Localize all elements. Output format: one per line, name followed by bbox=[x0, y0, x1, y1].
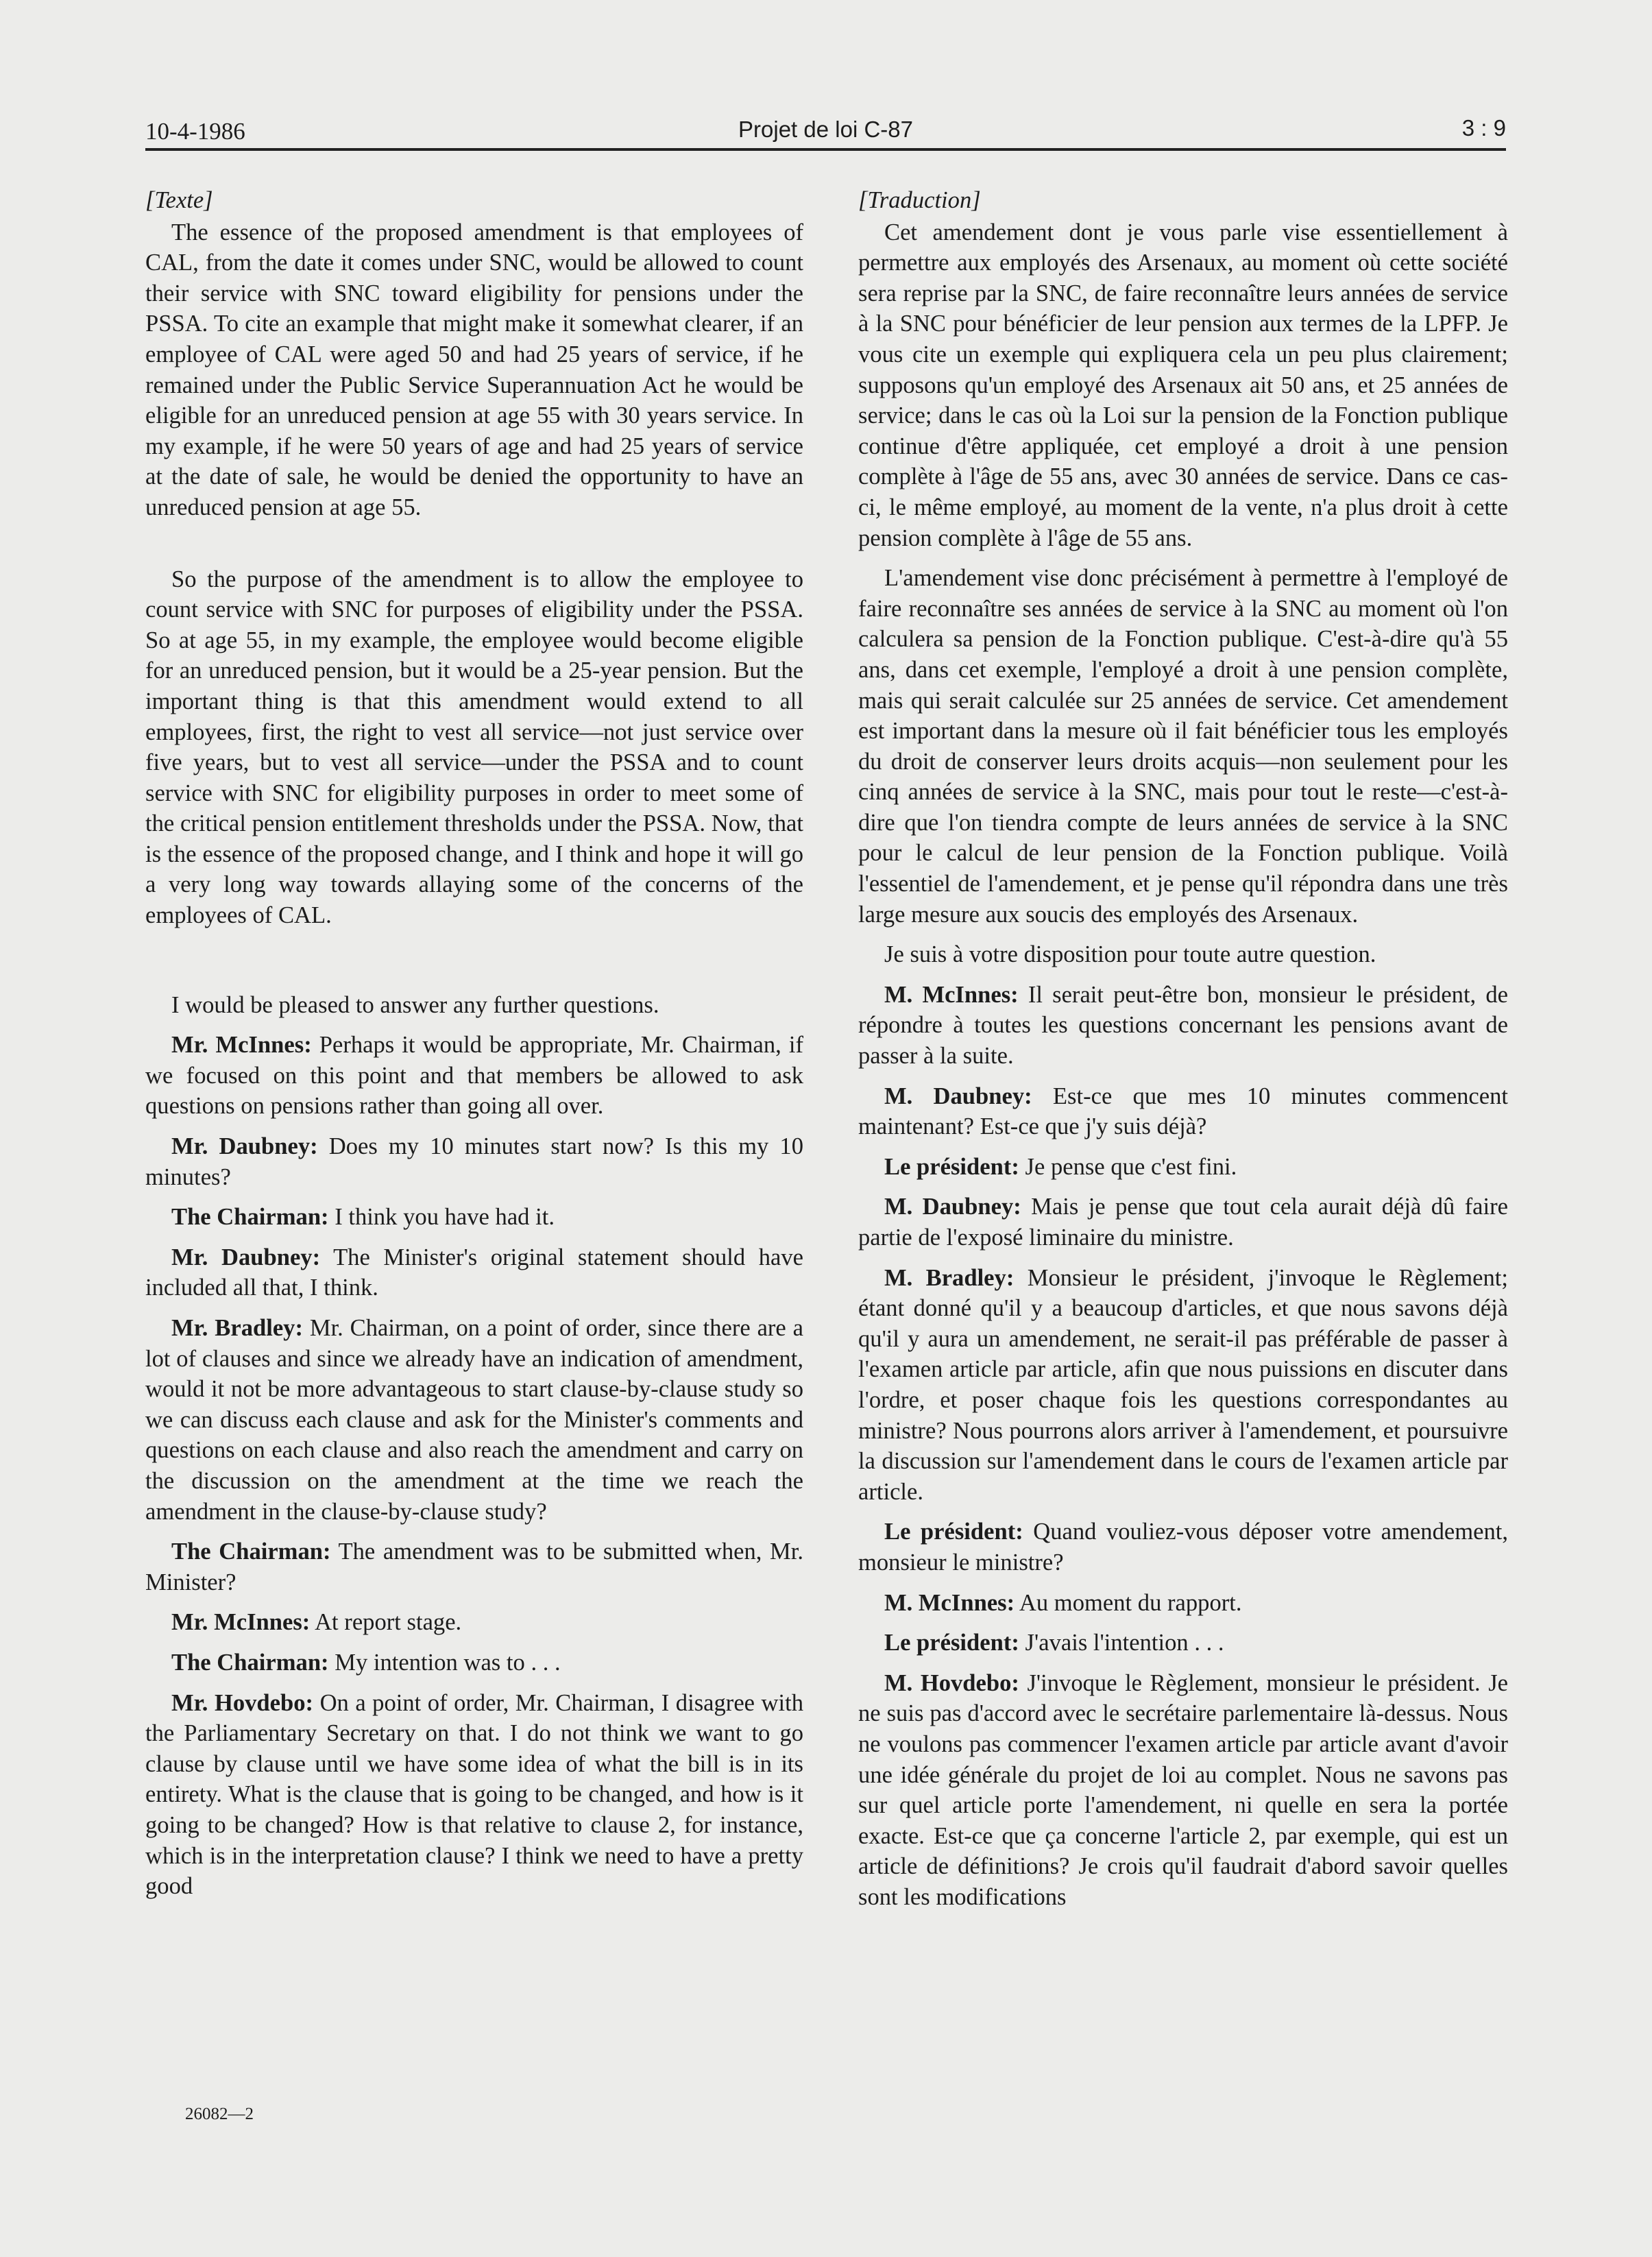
speech-text: I think you have had it. bbox=[335, 1204, 555, 1231]
paragraph: Je suis à votre disposition pour toute autre question. bbox=[884, 941, 1376, 968]
speech bbox=[145, 1202, 803, 1233]
english-column bbox=[145, 185, 803, 1902]
speech-text: Au moment du rapport. bbox=[1019, 1589, 1242, 1616]
speech-text: J'invoque le Règlement, monsieur le président. Je ne suis pas d'accord avec le secrétaire parlementaire là-dessus. Nous ne voulons pas commencer l'examen article par article avant d'avoir une idée générale du projet de loi au complet. Nous ne savons pas sur quel article porte l'amendement, ni quelle en sera la portée exacte. Est-ce que ça concerne l'article 2, par exemple, qui est un article de définitions? Je crois qu'il faudrait d'abord savoir quelles sont les modifications bbox=[858, 1669, 1508, 1910]
speaker: Le président: bbox=[884, 1153, 1019, 1180]
speech-text: Does my 10 minutes start now? Is this my 10 minutes? bbox=[145, 1133, 803, 1190]
paragraph: So the purpose of the amendment is to allow the employee to count service with SNC for purposes of eligibility under the PSSA. So at age 55, in my example, the employee would become eligible for an unreduced pension, but it would be a 25-year pension. But the important thing is that this amendment would extend to all employees, first, the right to vest all service—not just service over five years, but to vest all service—under the PSSA and to count service with SNC for eligibility purposes in order to meet some of the critical pension entitlement thresholds under the PSSA. Now, that is the essence of the proposed change, and I think and hope it will go a very long way towards allaying some of the concerns of the employees of CAL. bbox=[145, 566, 803, 929]
speaker: Mr. Daubney: bbox=[171, 1133, 318, 1160]
speaker: M. Daubney: bbox=[884, 1194, 1021, 1220]
speech-text: Mais je pense que tout cela aurait déjà dû faire partie de l'exposé liminaire du ministre. bbox=[858, 1194, 1508, 1251]
paragraph: The essence of the proposed amendment is that employees of CAL, from the date it comes under SNC, would be allowed to count their service with SNC toward eligibility for pensions under the PSSA. To cite an example that might make it somewhat clearer, if an employee of CAL were aged 50 and had 25 years of service, if he remained under the Public Service Superannuation Act he would be eligible for an unreduced pension at age 55 with 30 years service. In my example, if he were 50 years of age and had 25 years of service at the date of sale, he would be denied the opportunity to have an unreduced pension at age 55. bbox=[145, 219, 803, 520]
speech bbox=[858, 1152, 1508, 1183]
paragraph: I would be pleased to answer any further questions. bbox=[171, 991, 659, 1018]
speech-text: Il serait peut-être bon, monsieur le président, de répondre à toutes les questions concernant les pensions avant de passer à la suite. bbox=[858, 981, 1509, 1070]
speaker: Mr. McInnes: bbox=[171, 1609, 311, 1636]
speaker: M. McInnes: bbox=[884, 981, 1019, 1008]
speech-text: Perhaps it would be appropriate, Mr. Chairman, if we focused on this point and that members be allowed to ask questions on pensions rather than going all over. bbox=[145, 1032, 803, 1120]
speech bbox=[145, 1030, 803, 1122]
speaker: Mr. Hovdebo: bbox=[171, 1689, 314, 1716]
speech bbox=[145, 1242, 803, 1303]
paragraph: L'amendement vise donc précisément à permettre à l'employé de faire reconnaître ses années de service à la SNC au moment où l'on calculera sa pension de la Fonction publique. C'est-à-dire qu'à 55 ans, dans cet exemple, l'employé a droit à une pension complète, mais qui serait calculée sur 25 années de service. Cet amendement est important dans la mesure où il fait bénéficier tous les employés du droit de conserver leurs droits acquis—non seulement pour les cinq années de service à la SNC, mais pour tout le reste—c'est-à-dire que l'on tiendra compte de leurs années de service à la SNC pour le calcul de leur pension de la Fonction publique. Voilà l'essentiel de l'amendement, et je pense qu'il répondra dans une très large mesure aux soucis des employés des Arsenaux. bbox=[858, 565, 1508, 928]
speech bbox=[145, 1688, 803, 1902]
speech bbox=[858, 1263, 1508, 1508]
speech-text: Mr. Chairman, on a point of order, since there are a lot of clauses and since we already have an indication of amendment, would it not be more advantageous to start clause-by-clause study so we can discuss each clause and ask for the Minister's comments and questions on each clause and also reach the amendment and carry on the discussion on the amendment at the time we reach the amendment in the clause-by-clause study? bbox=[145, 1315, 803, 1525]
speech bbox=[858, 1517, 1508, 1578]
speaker: Mr. Daubney: bbox=[171, 1244, 321, 1270]
speaker: The Chairman: bbox=[171, 1649, 329, 1676]
speech bbox=[145, 1607, 803, 1638]
speaker: Mr. Bradley: bbox=[171, 1315, 303, 1341]
speech bbox=[145, 1313, 803, 1527]
header-date: 10-4-1986 bbox=[145, 118, 245, 145]
speech bbox=[858, 1588, 1508, 1619]
french-column bbox=[858, 185, 1508, 1912]
speech-text: Monsieur le président, j'invoque le Règlement; étant donné qu'il y a beaucoup d'articles, et que nous savons déjà qu'il y aura un amendement, ne serait-il pas préférable de passer à l'examen article par article, afin que nous puissions en discuter dans l'ordre, et poser chaque fois les questions correspondantes au ministre? Nous pourrons alors arriver à l'amendement, et poursuivre la discussion sur l'amendement dans le cours de l'examen article par article. bbox=[858, 1264, 1508, 1505]
footer-code: 26082—2 bbox=[185, 2105, 254, 2123]
speech bbox=[858, 1628, 1508, 1658]
speaker: Mr. McInnes: bbox=[171, 1032, 312, 1059]
speech-text: At report stage. bbox=[315, 1609, 462, 1636]
speaker: The Chairman: bbox=[171, 1204, 329, 1231]
speech bbox=[858, 1668, 1508, 1913]
column-label: [Traduction] bbox=[858, 187, 981, 213]
speaker: M. McInnes: bbox=[884, 1589, 1015, 1616]
speech bbox=[145, 1648, 803, 1678]
speech-text: The amendment was to be submitted when, Mr. Minister? bbox=[145, 1538, 803, 1595]
speech bbox=[145, 1131, 803, 1192]
speech-text: My intention was to . . . bbox=[335, 1649, 561, 1676]
speaker: M. Daubney: bbox=[884, 1083, 1032, 1109]
speaker: M. Bradley: bbox=[884, 1264, 1015, 1291]
speech-text: Est-ce que mes 10 minutes commencent maintenant? Est-ce que j'y suis déjà? bbox=[858, 1083, 1508, 1140]
column-label: [Texte] bbox=[145, 187, 213, 213]
speech bbox=[858, 1192, 1508, 1253]
speech bbox=[145, 1536, 803, 1597]
speech bbox=[858, 1081, 1508, 1142]
header-page-number: 3 : 9 bbox=[1461, 115, 1506, 141]
speaker: Le président: bbox=[884, 1630, 1019, 1656]
speech bbox=[858, 980, 1508, 1072]
speech-text: J'avais l'intention . . . bbox=[1025, 1630, 1224, 1656]
speech-text: Quand vouliez-vous déposer votre amendement, monsieur le ministre? bbox=[858, 1519, 1508, 1576]
speech-text: On a point of order, Mr. Chairman, I disagree with the Parliamentary Secretary on that. I do not think we want to go clause by clause until we have some idea of what the bill is in its entirety. What is the clause that is going to be changed, and how is it going to be changed? How is that relative to clause 2, for instance, which is in the interpretation clause? I think we need to have a pretty good bbox=[145, 1689, 803, 1900]
page-header bbox=[145, 110, 1506, 151]
speaker: M. Hovdebo: bbox=[884, 1669, 1019, 1696]
speaker: Le président: bbox=[884, 1519, 1023, 1545]
speech-text: Je pense que c'est fini. bbox=[1025, 1153, 1237, 1180]
speech-text: The Minister's original statement should have included all that, I think. bbox=[145, 1244, 804, 1301]
paragraph: Cet amendement dont je vous parle vise essentiellement à permettre aux employés des Arsenaux, au moment où cette société sera reprise par la SNC, de faire reconnaître leurs années de service à la SNC pour bénéficier de leur pension aux termes de la LPFP. Je vous cite un exemple qui expliquera cela un peu plus clairement; supposons qu'un employé des Arsenaux ait 50 ans, et 25 années de service; dans le cas où la Loi sur la pension de la Fonction publique continue d'être appliquée, cet employé a droit à une pension complète à l'âge de 55 ans, avec 30 années de service. Dans ce cas-ci, le même employé, au moment de la vente, n'a plus droit à cette pension complète à l'âge de 55 ans. bbox=[858, 219, 1508, 551]
header-title: Projet de loi C-87 bbox=[738, 117, 913, 142]
speaker: The Chairman: bbox=[171, 1538, 331, 1565]
